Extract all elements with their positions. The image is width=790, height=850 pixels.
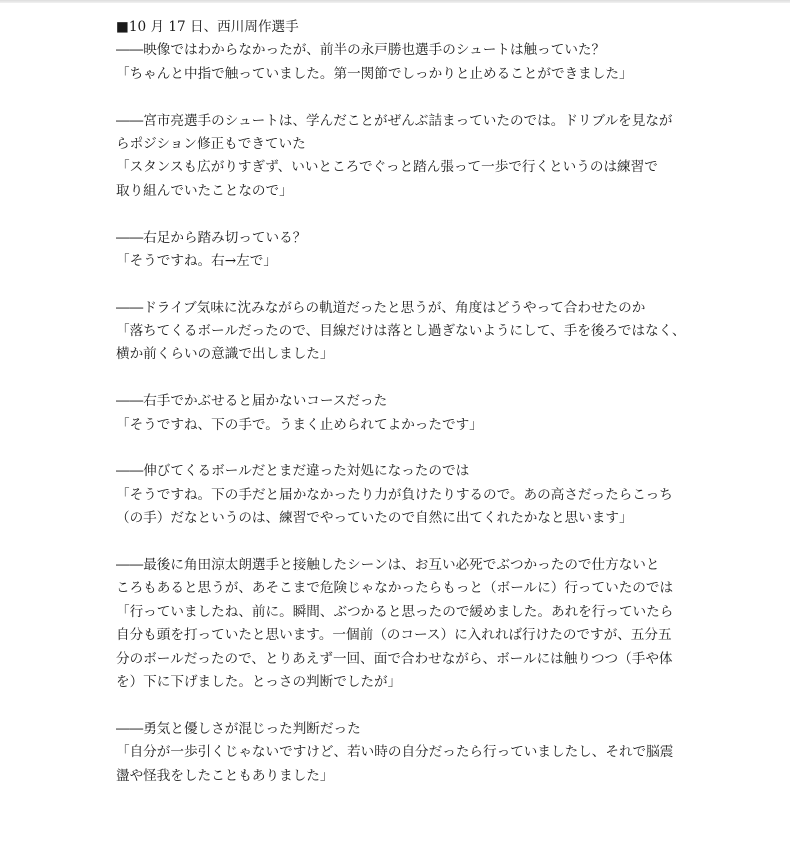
paragraph-spacer xyxy=(116,437,696,460)
paragraph-spacer xyxy=(116,273,696,296)
qa-block-1 xyxy=(116,39,696,86)
question-line: ころもあると思うが、あそこまで危険じゃなかったらもっと（ボールに）行っていたのでは xyxy=(116,580,674,597)
question-line: ――伸びてくるボールだとまだ違った対処になったのでは xyxy=(116,463,470,480)
question-line: ――映像ではわからなかったが、前半の永戸勝也選手のシュートは触っていた？ xyxy=(116,42,606,59)
qa-block-2 xyxy=(116,110,696,204)
answer-line: 「ちゃんと中指で触っていました。第一関節でしっかりと止めることができました」 xyxy=(116,65,633,82)
answer-line: 取り組んでいたことなので」 xyxy=(116,182,293,199)
answer-line: 「自分が一歩引くじゃないですけど、若い時の自分だったら行っていましたし、それで脳震 xyxy=(116,744,674,761)
question-line: ――宮市亮選手のシュートは、学んだことがぜんぶ詰まっていたのでは。ドリブルを見なが xyxy=(116,112,673,129)
qa-block-3 xyxy=(116,227,696,274)
qa-block-6 xyxy=(116,460,696,530)
section-heading: ■10 月 17 日、西川周作選手 xyxy=(116,19,299,35)
answer-line: 横か前くらいの意識で出しました」 xyxy=(116,346,334,363)
paragraph-spacer xyxy=(116,203,696,226)
question-line: ――最後に角田涼太朗選手と接触したシーンは、お互い必死でぶつかったので仕方ないと xyxy=(116,556,660,573)
paragraph-spacer xyxy=(116,531,696,554)
answer-line: 「そうですね。下の手だと届かなかったり力が負けたりするので。あの高さだったらこっち xyxy=(116,486,673,503)
question-line: ――ドライブ気味に沈みながらの軌道だったと思うが、角度はどうやって合わせたのか xyxy=(116,299,646,316)
top-border xyxy=(0,0,790,3)
qa-block-8 xyxy=(116,718,696,788)
question-line: らポジション修正もできていた xyxy=(116,135,306,152)
answer-line: 分のボールだったので、とりあえず一回、面で合わせながら、ボールには触りつつ（手や体 xyxy=(116,650,673,667)
qa-block-4 xyxy=(116,297,696,367)
answer-line: 盪や怪我をしたこともありました」 xyxy=(116,767,334,784)
answer-line: 「スタンスも広がりすぎず、いいところでぐっと踏ん張って一歩で行くというのは練習で xyxy=(116,159,658,176)
answer-line: を）下に下げました。とっさの判断でしたが」 xyxy=(116,673,402,690)
question-line: ――勇気と優しさが混じった判断だった xyxy=(116,720,361,737)
answer-line: 自分も頭を打っていたと思います。一個前（のコース）に入れれば行けたのですが、五分五 xyxy=(116,627,672,644)
document-body xyxy=(116,16,696,788)
answer-line: 「そうですね、下の手で。うまく止められてよかったです」 xyxy=(116,416,483,433)
question-line: ――右手でかぶせると届かないコースだった xyxy=(116,393,388,410)
answer-line: 「落ちてくるボールだったので、目線だけは落とし過ぎないようにして、手を後ろではなく、 xyxy=(116,323,686,340)
answer-line: 「行っていましたね、前に。瞬間、ぶつかると思ったので緩めました。あれを行っていたら xyxy=(116,603,674,620)
question-line: ――右足から踏み切っている？ xyxy=(116,229,307,246)
paragraph-spacer xyxy=(116,86,696,109)
qa-block-5 xyxy=(116,390,696,437)
paragraph-spacer xyxy=(116,694,696,717)
qa-block-7 xyxy=(116,554,696,694)
paragraph-spacer xyxy=(116,367,696,390)
answer-line: 「そうですね。右→左で」 xyxy=(116,252,277,269)
answer-line: （の手）だなというのは、練習でやっていたので自然に出てくれたかなと思います」 xyxy=(116,510,633,527)
